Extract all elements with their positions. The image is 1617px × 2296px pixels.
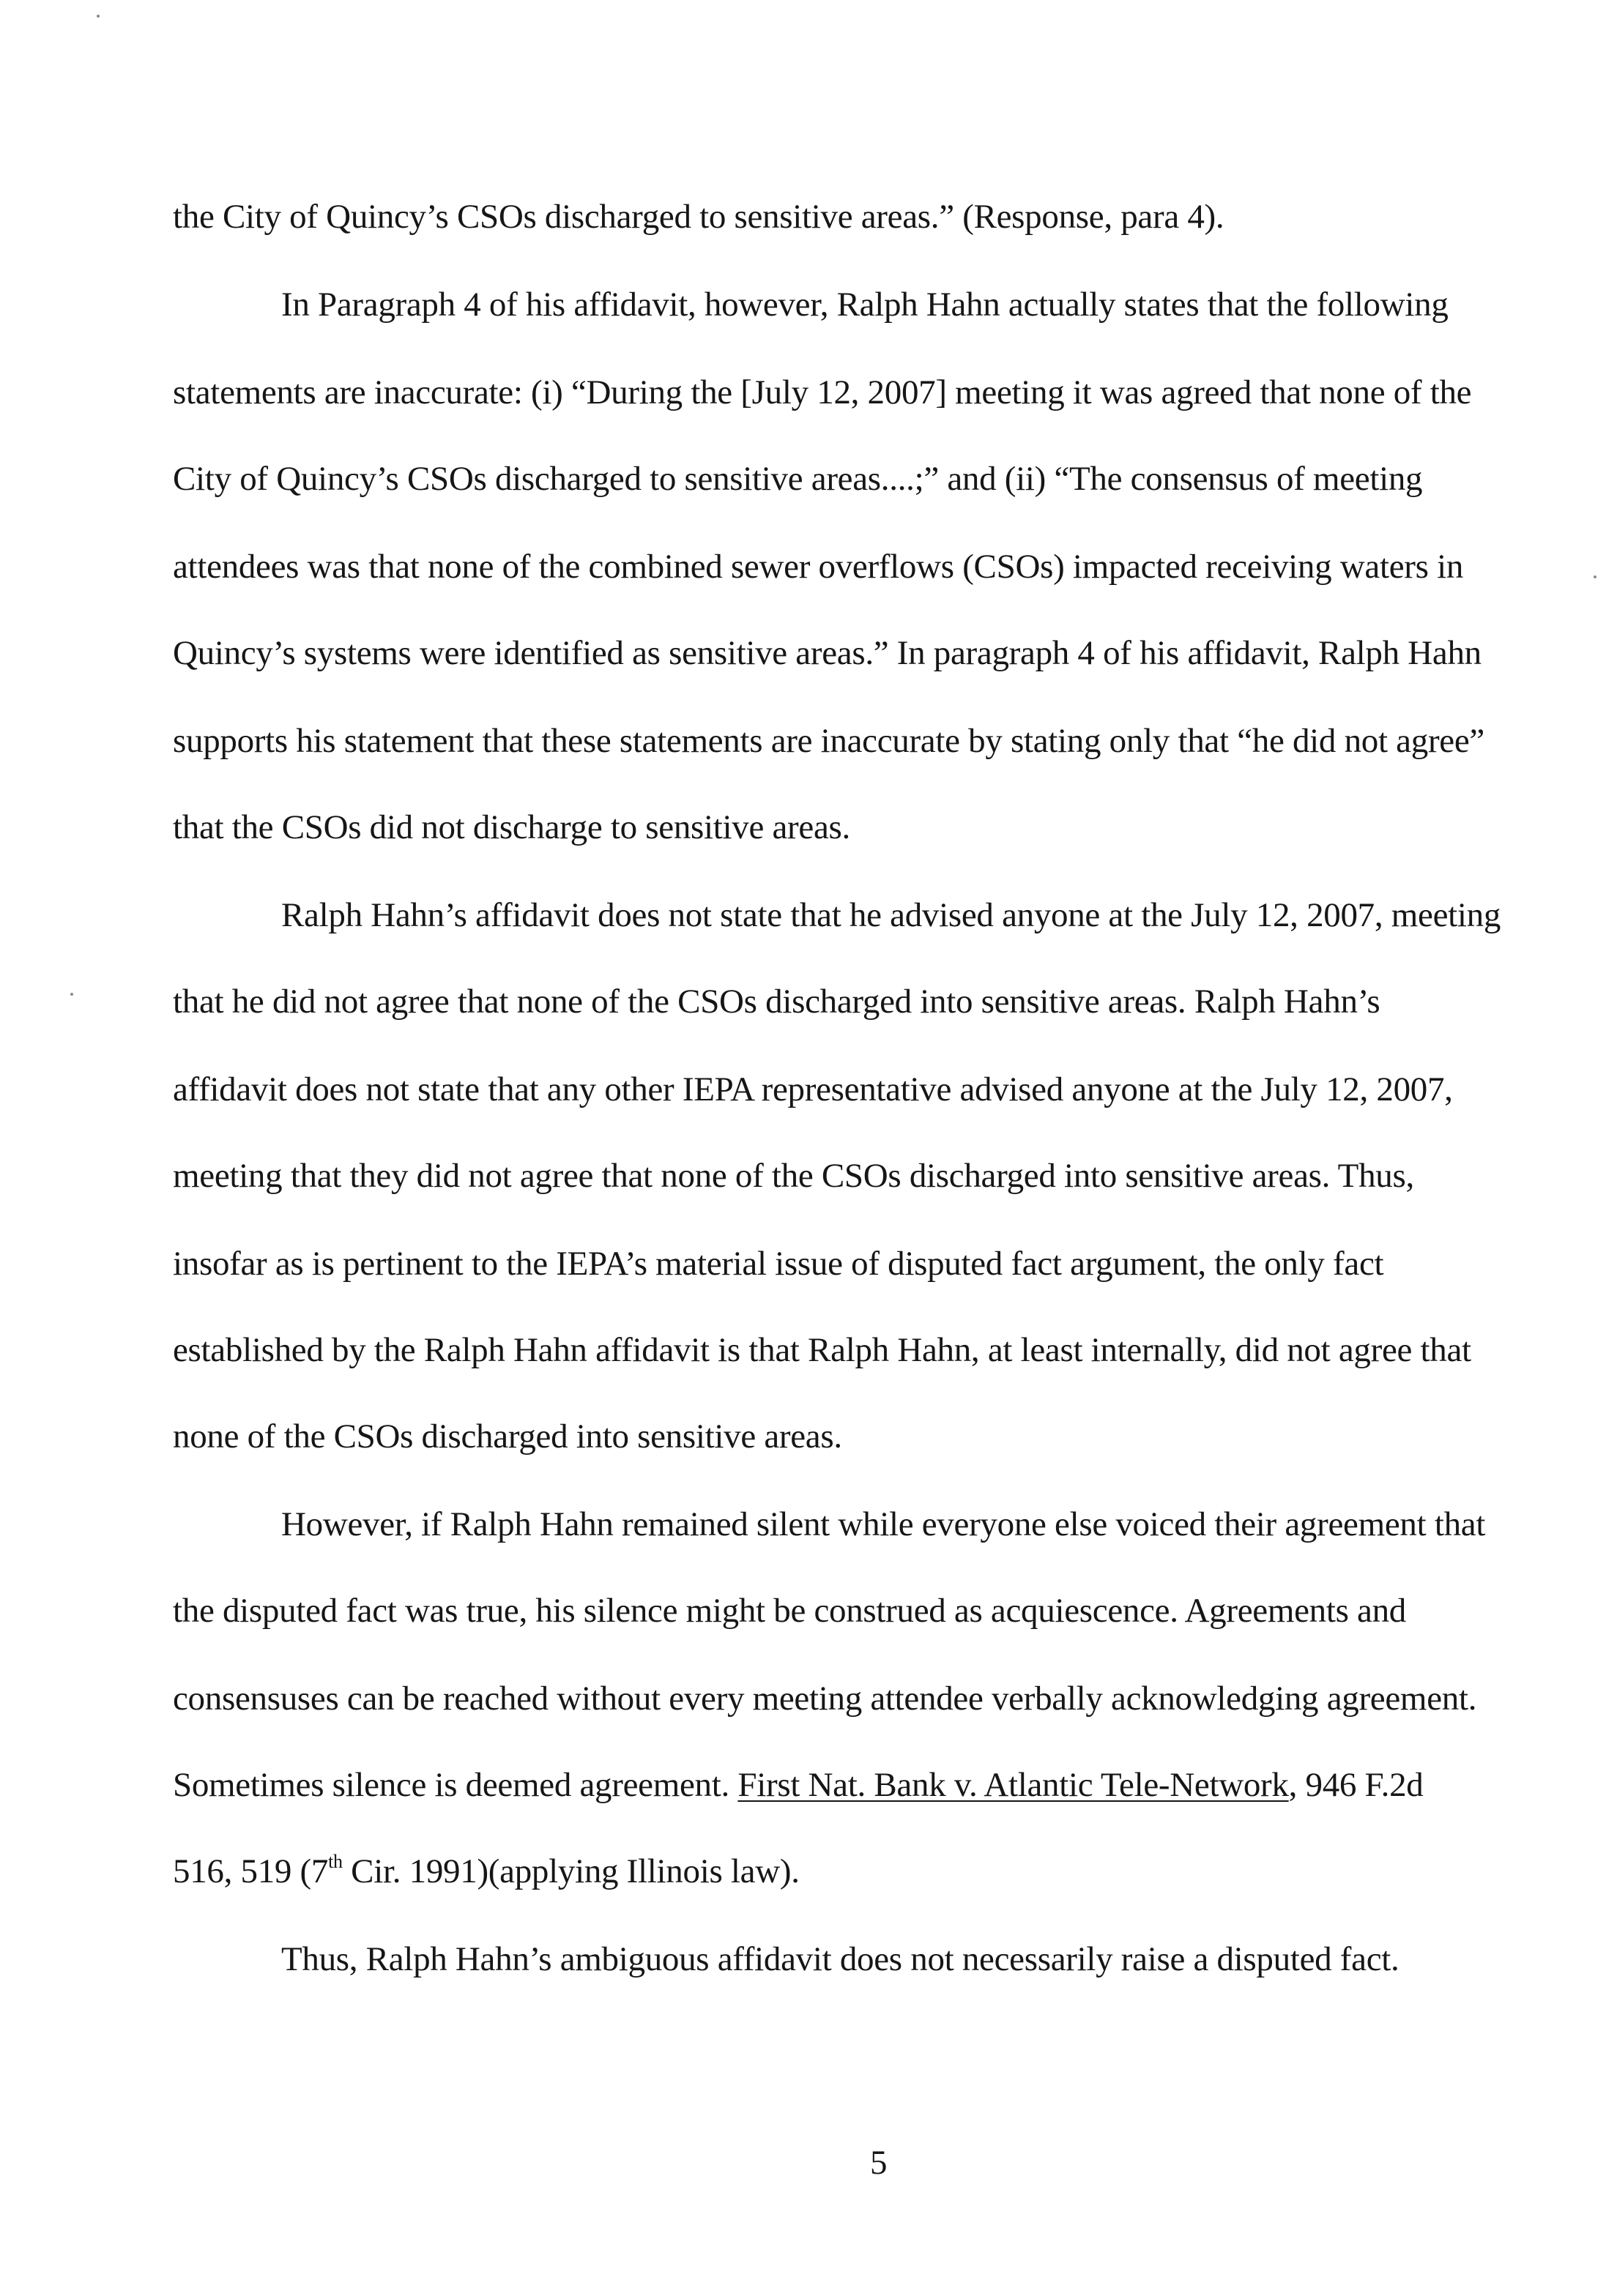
- text-line: the disputed fact was true, his silence might be construed as acquiescence. Agreements and: [173, 1592, 1407, 1630]
- citation-text-after: , 946 F.2d: [1288, 1766, 1424, 1804]
- text-line: Thus, Ralph Hahn’s ambiguous affidavit does not necessarily raise a disputed fact.: [281, 1940, 1399, 1978]
- page-number: 5: [870, 2144, 888, 2182]
- text-line: supports his statement that these statements are inaccurate by stating only that “he did not agree”: [173, 722, 1484, 760]
- scan-speck: [1594, 575, 1596, 578]
- text-line: meeting that they did not agree that none of the CSOs discharged into sensitive areas. Thus,: [173, 1157, 1414, 1195]
- text-line: consensuses can be reached without every meeting attendee verbally acknowledging agreement.: [173, 1680, 1477, 1718]
- case-citation: First Nat. Bank v. Atlantic Tele-Network: [737, 1766, 1289, 1804]
- text-line: Quincy’s systems were identified as sensitive areas.” In paragraph 4 of his affidavit, Ralph Hahn: [173, 634, 1482, 672]
- citation-text-before: Sometimes silence is deemed agreement.: [173, 1766, 738, 1804]
- text-line: Ralph Hahn’s affidavit does not state that he advised anyone at the July 12, 2007, meeting: [281, 896, 1501, 934]
- scan-speck: [70, 993, 73, 996]
- text-line: established by the Ralph Hahn affidavit is that Ralph Hahn, at least internally, did not agree that: [173, 1331, 1471, 1369]
- ordinal-superscript: th: [328, 1851, 343, 1872]
- text-line: In Paragraph 4 of his affidavit, however, Ralph Hahn actually states that the following: [281, 286, 1449, 324]
- text-line: the City of Quincy’s CSOs discharged to sensitive areas.” (Response, para 4).: [173, 198, 1224, 236]
- text-line: statements are inaccurate: (i) “During the [July 12, 2007] meeting it was agreed that none of the: [173, 373, 1472, 411]
- text-line: that the CSOs did not discharge to sensitive areas.: [173, 808, 850, 846]
- text-line: that he did not agree that none of the CSOs discharged into sensitive areas. Ralph Hahn’s: [173, 983, 1380, 1021]
- citation-reporter: 516, 519 (7: [173, 1852, 329, 1890]
- text-line: insofar as is pertinent to the IEPA’s material issue of disputed fact argument, the only fact: [173, 1245, 1384, 1283]
- citation-line: [173, 1763, 1424, 1807]
- text-line: attendees was that none of the combined sewer overflows (CSOs) impacted receiving waters in: [173, 548, 1464, 586]
- text-line: affidavit does not state that any other IEPA representative advised anyone at the July 12, 2007,: [173, 1070, 1453, 1108]
- citation-line-2: [173, 1849, 800, 1893]
- text-line: However, if Ralph Hahn remained silent while everyone else voiced their agreement that: [281, 1505, 1486, 1543]
- text-line: City of Quincy’s CSOs discharged to sensitive areas....;” and (ii) “The consensus of meeting: [173, 460, 1423, 498]
- citation-court: Cir. 1991)(applying Illinois law).: [342, 1852, 800, 1890]
- text-line: none of the CSOs discharged into sensitive areas.: [173, 1417, 842, 1456]
- scan-speck: [97, 15, 100, 18]
